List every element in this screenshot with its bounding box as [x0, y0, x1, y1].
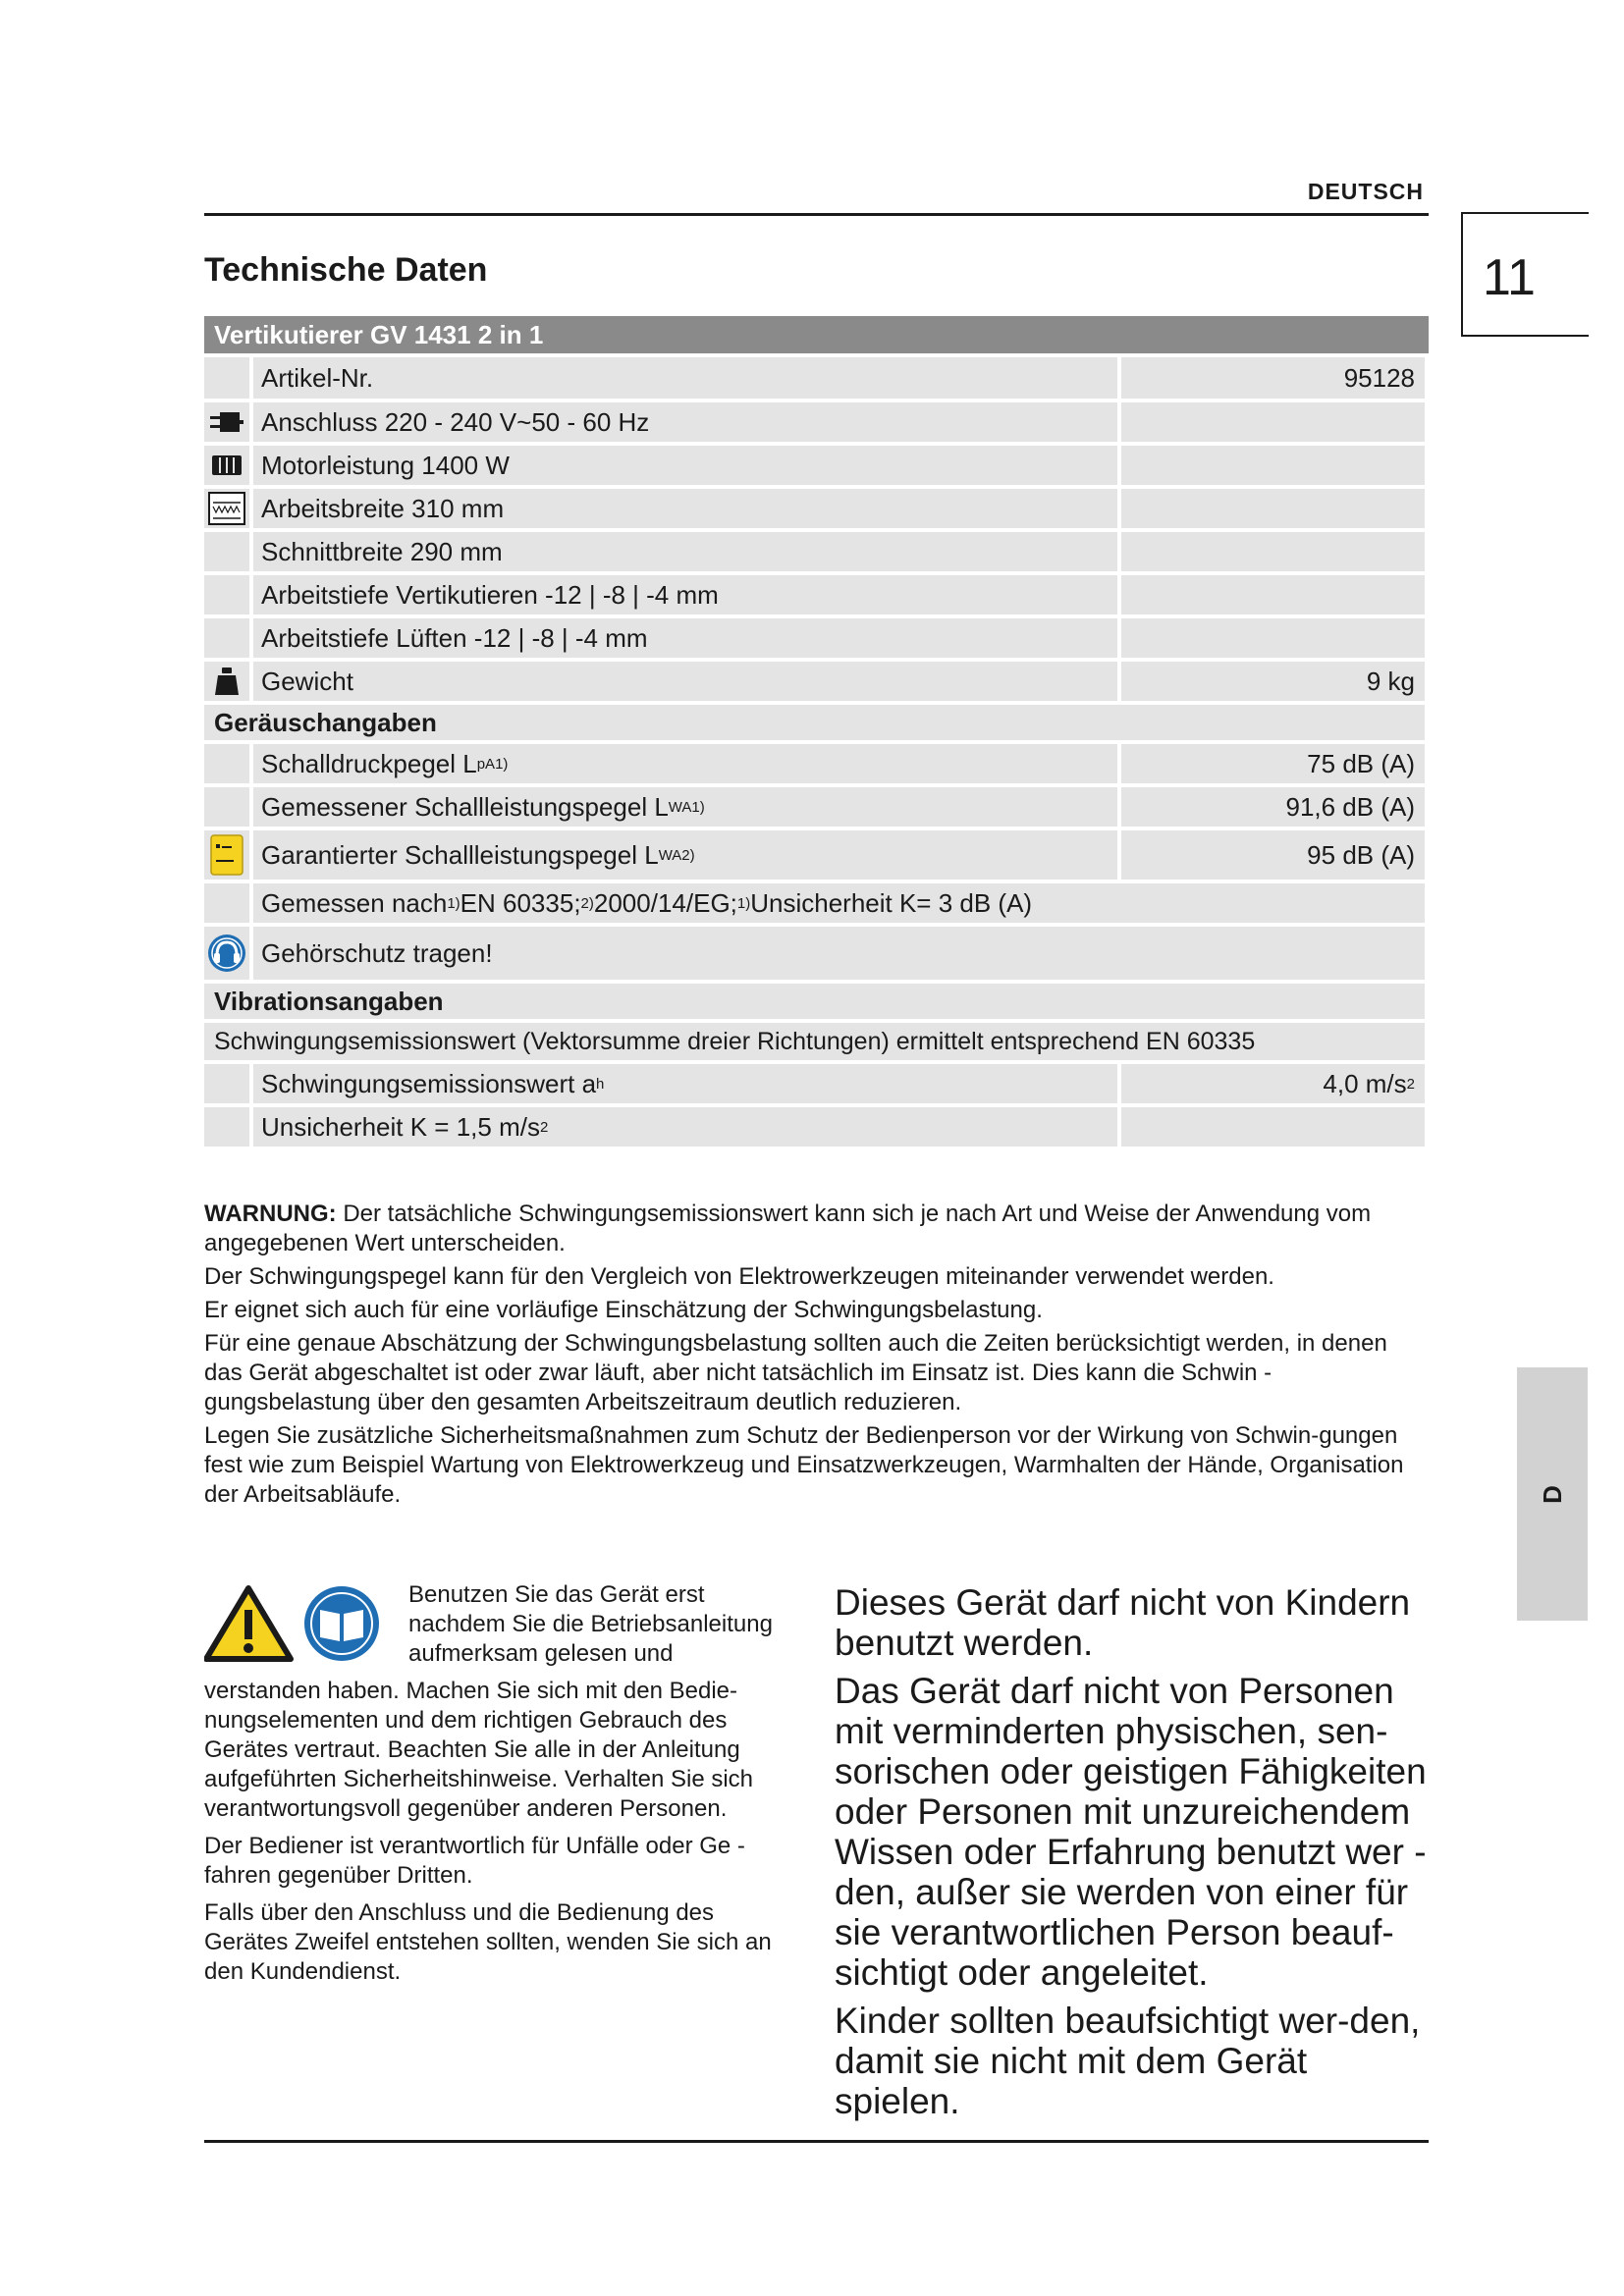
warning-label: WARNUNG:	[204, 1201, 337, 1227]
spec-row-cutting-width: Schnittbreite 290 mm	[204, 532, 1429, 571]
safety-instructions-left: Benutzen Sie das Gerät erst nachdem Sie die Betriebsanleitung aufmerksam gelesen und verstanden haben. Machen Sie sich mit den Bedie-nungselementen und dem richtigen Gebrauch des Gerätes vertraut. Beachten Sie alle in der Anleitung aufgeführten Sicherheitshinweise. Verhalten Sie sich verantwortungsvoll gegenüber anderen Personen. Der Bediener ist verantwortlich für Unfälle oder Ge - fahren gegenüber Dritten. Falls über den Anschluss und die Bedienung des Gerätes Zweifel entstehen sollten, wenden Sie sich an den Kundendienst.	[204, 1580, 803, 1995]
spec-table-header: Vertikutierer GV 1431 2 in 1	[204, 316, 1429, 353]
safety-intro: Benutzen Sie das Gerät erst nachdem Sie die Betriebsanleitung aufmerksam gelesen und	[408, 1581, 773, 1667]
page-number: 11	[1483, 249, 1536, 306]
weight-icon	[214, 667, 240, 696]
vibration-description-row: Schwingungsemissionswert (Vektorsumme dreier Richtungen) ermittelt entsprechend EN 60335	[204, 1023, 1429, 1060]
vibration-row-uncertainty: Unsicherheit K = 1,5 m/s 2	[204, 1107, 1429, 1147]
spec-row-article: Artikel-Nr. 95128	[204, 357, 1429, 399]
noise-heading: Geräuschangaben	[204, 705, 1425, 740]
noise-row-ear-protection: Gehörschutz tragen!	[204, 927, 1429, 980]
working-width-icon	[207, 491, 246, 526]
spec-row-connection: Anschluss 220 - 240 V~50 - 60 Hz	[204, 402, 1429, 442]
noise-section	[204, 705, 1429, 740]
noise-row-lpa: Schalldruckpegel L pA 1) 75 dB (A)	[204, 744, 1429, 783]
footer-rule	[204, 2140, 1429, 2143]
safety-instructions-right: Dieses Gerät darf nicht von Kindern benutzt werden. Das Gerät darf nicht von Personen mit verminderten physischen, sen-sorischen oder geistigen Fähigkeiten oder Personen mit unzureichendem Wissen oder Erfahrung benutzt wer - den, außer sie werden von einer für sie verantwortlichen Person beauf-sichtigt oder angeleitet. Kinder sollten beaufsichtigt wer-den, damit sie nicht mit dem Gerät spielen.	[835, 1582, 1427, 2121]
side-tab-label: D	[1537, 1484, 1567, 1504]
header-rule	[204, 213, 1429, 216]
noise-row-lwa-guaranteed: Garantierter Schallleistungspegel L WA 2) 95 dB (A)	[204, 830, 1429, 880]
spec-row-motor: Motorleistung 1400 W	[204, 446, 1429, 485]
spec-table	[204, 316, 1429, 1147]
language-label: DEUTSCH	[1307, 179, 1424, 204]
ear-protection-icon	[207, 934, 246, 973]
vibration-row-value: Schwingungsemissionswert a h 4,0 m/s 2	[204, 1064, 1429, 1103]
vibration-section	[204, 984, 1429, 1019]
vibration-heading: Vibrationsangaben	[204, 984, 1425, 1019]
spec-row-depth-aerate: Arbeitstiefe Lüften -12 | -8 | -4 mm	[204, 618, 1429, 658]
section-title: Technische Daten	[204, 251, 488, 289]
motor-icon	[210, 454, 244, 477]
noise-label-icon	[210, 834, 244, 876]
spec-row-working-width: Arbeitsbreite 310 mm	[204, 489, 1429, 528]
spec-row-depth-scarify: Arbeitstiefe Vertikutieren -12 | -8 | -4 mm	[204, 575, 1429, 614]
plug-icon	[210, 409, 244, 435]
noise-row-lwa-measured: Gemessener Schallleistungspegel L WA 1) 91,6 dB (A)	[204, 787, 1429, 827]
spec-row-weight: Gewicht 9 kg	[204, 662, 1429, 701]
vibration-warning: WARNUNG: Der tatsächliche Schwingungsemissionswert kann sich je nach Art und Weise der Anwendung vom angegebenen Wert unterscheiden. Der Schwingungspegel kann für den Vergleich von Elektrowerkzeugen miteinander verwendet werden. Er eignet sich auch für eine vorläufige Einschätzung der Schwingungsbelastung. Für eine genaue Abschätzung der Schwingungsbelastung sollten auch die Zeiten berücksichtigt werden, in denen das Gerät abgeschaltet ist oder zwar läuft, aber nicht tatsächlich im Einsatz ist. Dies kann die Schwin -gungsbelastung über den gesamten Arbeitszeitraum deutlich reduzieren. Legen Sie zusätzliche Sicherheitsmaßnahmen zum Schutz der Bedienperson vor der Wirkung von Schwin-gungen fest wie zum Beispiel Wartung von Elektrowerkzeug und Einsatzwerkzeugen, Warmhalten der Hände, Organisation der Arbeitsabläufe.	[204, 1201, 1404, 1508]
noise-row-measured-by: Gemessen nach 1) EN 60335; 2) 2000/14/EG; 1) Unsicherheit K= 3 dB (A)	[204, 883, 1429, 923]
